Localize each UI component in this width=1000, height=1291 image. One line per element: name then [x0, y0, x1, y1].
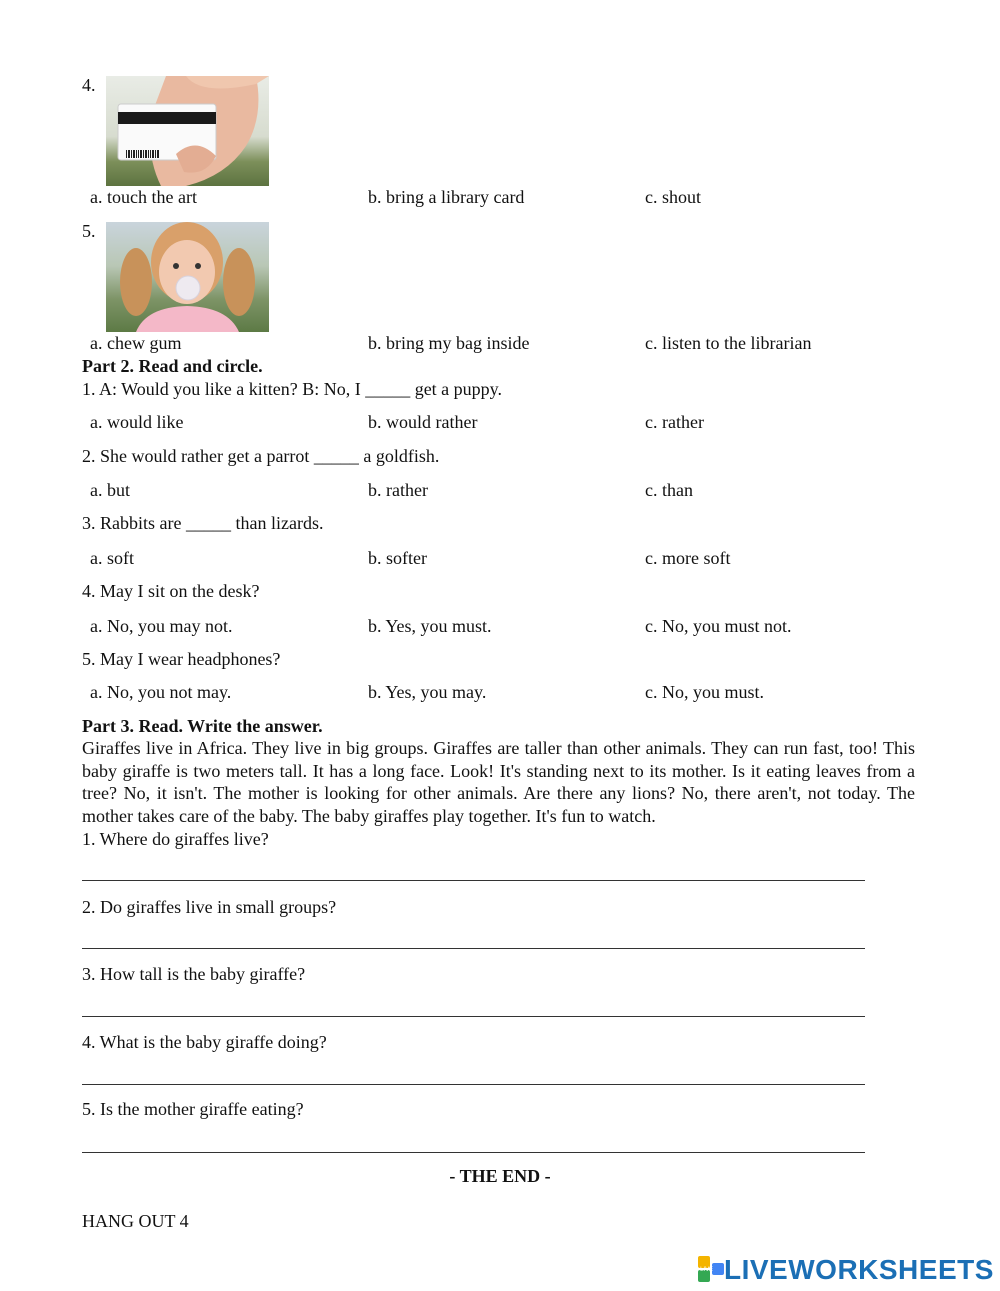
the-end-label: - THE END -: [449, 1166, 551, 1186]
part3-question-5: 5. Is the mother giraffe eating?: [82, 1099, 304, 1119]
q4-option-a[interactable]: a. touch the art: [90, 187, 197, 207]
answer-line-4[interactable]: [82, 1084, 865, 1085]
p2q3-option-a[interactable]: a. soft: [90, 548, 134, 568]
p2q5-option-c[interactable]: c. No, you must.: [645, 682, 764, 702]
p2q1-option-a[interactable]: a. would like: [90, 412, 184, 432]
answer-line-2[interactable]: [82, 948, 865, 949]
answer-line-3[interactable]: [82, 1016, 865, 1017]
part3-question-1: 1. Where do giraffes live?: [82, 829, 269, 849]
p2q2-option-a[interactable]: a. but: [90, 480, 130, 500]
q4-option-b[interactable]: b. bring a library card: [368, 187, 525, 207]
part2-question-1: 1. A: Would you like a kitten? B: No, I _____ get a puppy.: [82, 379, 503, 399]
reading-passage: Giraffes live in Africa. They live in big groups. Giraffes are taller than other animals. They can run fast, too! This baby giraffe is two meters tall. It has a long face. Look! It's standing next to its mother. Is it eating leaves from a tree? No, it isn't. The mother is looking for other animals. Are there any lions? No, there aren't, not today. The mother takes care of the baby. The baby giraffes play together. It's fun to watch.: [82, 738, 915, 826]
girl-chewing-gum-image: [106, 222, 269, 332]
p2q1-option-b[interactable]: b. would rather: [368, 412, 478, 432]
p2q2-option-b[interactable]: b. rather: [368, 480, 428, 500]
p2q5-option-a[interactable]: a. No, you not may.: [90, 682, 232, 702]
part2-question-2: 2. She would rather get a parrot _____ a goldfish.: [82, 446, 440, 466]
book-title: HANG OUT 4: [82, 1211, 189, 1231]
question-5-number: 5.: [82, 221, 96, 241]
part2-question-4: 4. May I sit on the desk?: [82, 581, 260, 601]
p2q2-option-c[interactable]: c. than: [645, 480, 693, 500]
q4-option-c[interactable]: c. shout: [645, 187, 701, 207]
liveworksheets-logo-text: LIVEWORKSHEETS: [724, 1254, 994, 1285]
answer-line-1[interactable]: [82, 880, 865, 881]
part3-question-3: 3. How tall is the baby giraffe?: [82, 964, 306, 984]
p2q4-option-a[interactable]: a. No, you may not.: [90, 616, 233, 636]
part3-heading: Part 3. Read. Write the answer.: [82, 716, 323, 736]
p2q1-option-c[interactable]: c. rather: [645, 412, 704, 432]
library-card-image: [106, 76, 269, 186]
p2q3-option-b[interactable]: b. softer: [368, 548, 427, 568]
liveworksheets-logo-small-text: LIVE: [700, 1266, 714, 1273]
liveworksheets-logo[interactable]: [698, 1254, 994, 1286]
p2q5-option-b[interactable]: b. Yes, you may.: [368, 682, 487, 702]
part3-question-2: 2. Do giraffes live in small groups?: [82, 897, 337, 917]
q5-option-c[interactable]: c. listen to the librarian: [645, 333, 812, 353]
question-4-number: 4.: [82, 75, 96, 95]
q5-option-b[interactable]: b. bring my bag inside: [368, 333, 530, 353]
p2q4-option-b[interactable]: b. Yes, you must.: [368, 616, 492, 636]
q5-option-a[interactable]: a. chew gum: [90, 333, 182, 353]
part2-heading: Part 2. Read and circle.: [82, 356, 263, 376]
part3-question-4: 4. What is the baby giraffe doing?: [82, 1032, 327, 1052]
p2q4-option-c[interactable]: c. No, you must not.: [645, 616, 792, 636]
part2-question-5: 5. May I wear headphones?: [82, 649, 281, 669]
answer-line-5[interactable]: [82, 1152, 865, 1153]
part2-question-3: 3. Rabbits are _____ than lizards.: [82, 513, 324, 533]
p2q3-option-c[interactable]: c. more soft: [645, 548, 731, 568]
